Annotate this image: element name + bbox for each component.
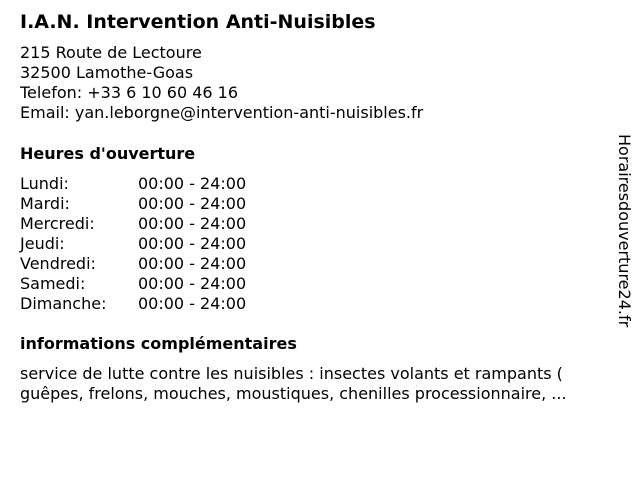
time-range: 00:00 - 24:00 — [138, 234, 247, 253]
info-line-2: guêpes, frelons, mouches, moustiques, chenilles processionnaire, ... — [20, 384, 567, 403]
day-label: Dimanche: — [20, 294, 107, 313]
time-range: 00:00 - 24:00 — [138, 294, 247, 313]
brand-watermark — [612, 134, 636, 346]
day-label: Jeudi: — [20, 234, 65, 253]
hours-row-saturday — [20, 274, 246, 294]
hours-row-wednesday — [20, 214, 246, 234]
hours-row-thursday — [20, 234, 246, 254]
time-range: 00:00 - 24:00 — [138, 274, 247, 293]
contact-block — [20, 43, 423, 123]
business-name: I.A.N. Intervention Anti-Nuisibles — [20, 11, 376, 33]
hours-row-tuesday — [20, 194, 246, 214]
hours-row-monday — [20, 174, 246, 194]
info-line-1: service de lutte contre les nuisibles : insectes volants et rampants ( — [20, 364, 563, 383]
time-range: 00:00 - 24:00 — [138, 194, 247, 213]
day-label: Samedi: — [20, 274, 86, 293]
day-label: Mercredi: — [20, 214, 95, 233]
additional-info-title: informations complémentaires — [20, 334, 297, 353]
hours-row-friday — [20, 254, 246, 274]
address-city: 32500 Lamothe-Goas — [20, 63, 194, 82]
time-range: 00:00 - 24:00 — [138, 214, 247, 233]
brand-watermark-text: Horairesdouverture24.fr — [615, 134, 634, 328]
email-text: Email: yan.leborgne@intervention-anti-nuisibles.fr — [20, 103, 424, 122]
day-label: Mardi: — [20, 194, 70, 213]
opening-hours-title: Heures d'ouverture — [20, 144, 196, 163]
address-street: 215 Route de Lectoure — [20, 43, 202, 62]
time-range: 00:00 - 24:00 — [138, 174, 247, 193]
phone-text: Telefon: +33 6 10 60 46 16 — [20, 83, 239, 102]
time-range: 00:00 - 24:00 — [138, 254, 247, 273]
hours-row-sunday — [20, 294, 246, 314]
day-label: Vendredi: — [20, 254, 96, 273]
additional-info-text — [20, 364, 630, 404]
day-label: Lundi: — [20, 174, 69, 193]
opening-hours-list — [20, 174, 246, 314]
